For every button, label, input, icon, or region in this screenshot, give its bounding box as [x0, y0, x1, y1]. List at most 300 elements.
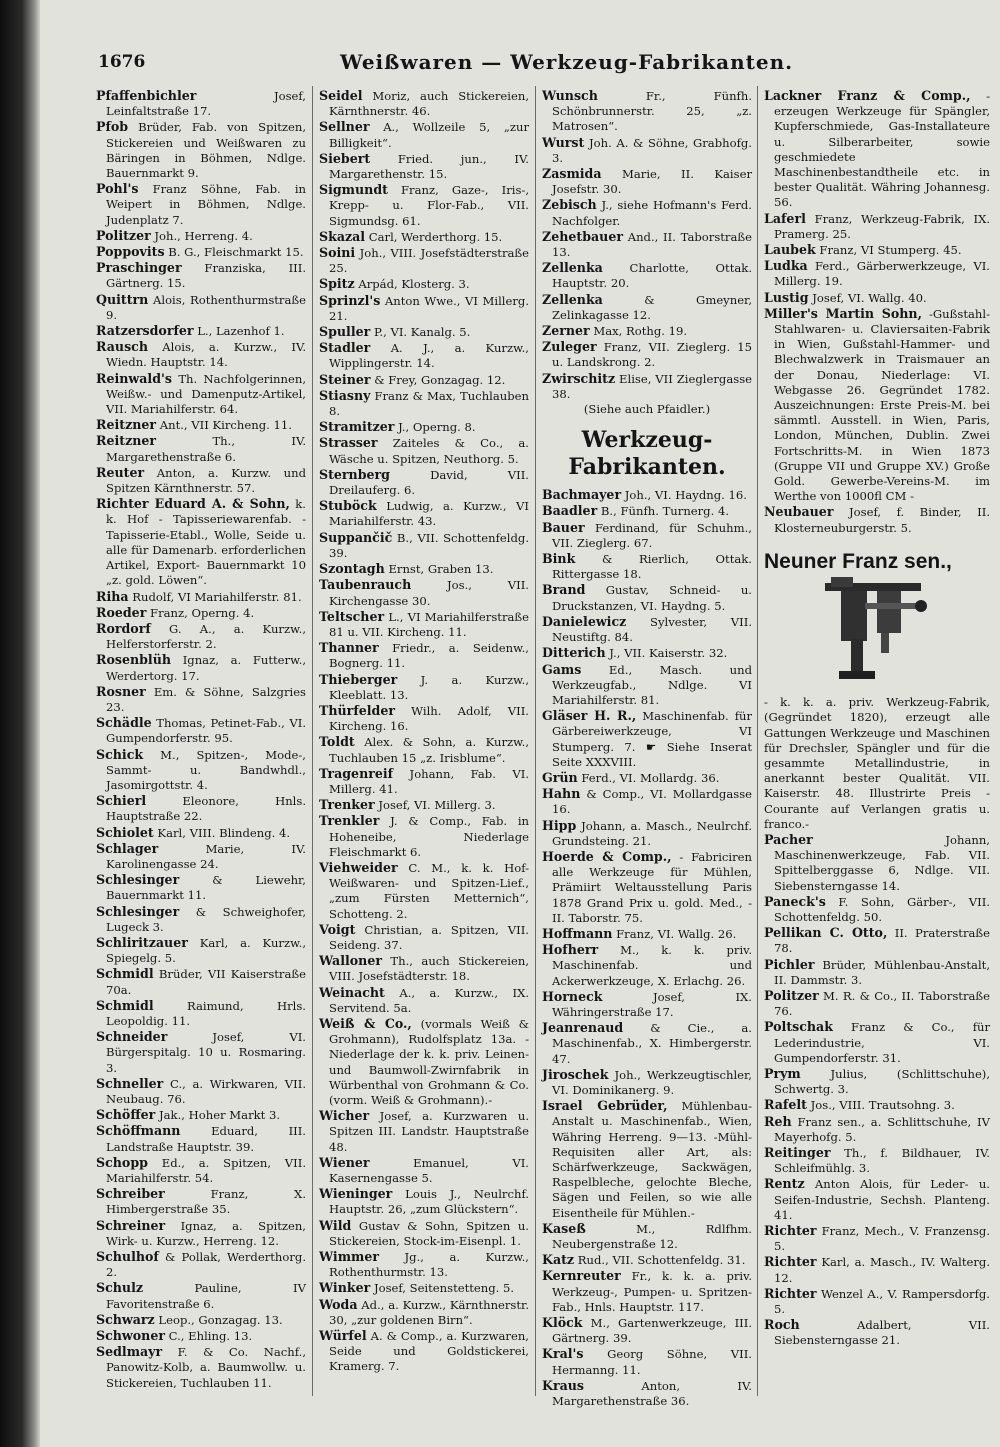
entry-details: Ad., a. Kurzw., Kärnthnerstr. 30, „zur goldenen Birn“. [329, 1297, 529, 1327]
entry-details: Julius, (Schlittschuhe), Schwertg. 3. [774, 1066, 991, 1097]
entry-name: Katz [542, 1252, 575, 1268]
entry-details: Karl, a. Masch., IV. Walterg. 12. [774, 1255, 990, 1285]
entry-details: Josef, VI. Wallg. 40. [812, 290, 927, 305]
directory-entry [542, 1268, 752, 1315]
entry-details: Alex. & Sohn, a. Kurzw., Tuchlauben 15 „z. Irisblume“. [329, 735, 530, 765]
directory-entry [542, 551, 752, 582]
directory-entry [764, 1097, 990, 1113]
directory-entry [96, 825, 306, 841]
bench-vise-icon [817, 573, 937, 689]
directory-entry [96, 1249, 306, 1280]
entry-details: J., siehe Hofmann's Ferd. Nachfolger. [552, 198, 752, 228]
entry-details: Th. Nachfolgerinnen, Weißw.- und Damenputz-Artikel, VII. Mariahilferstr. 64. [106, 371, 307, 417]
directory-entry [542, 88, 752, 135]
directory-entry [96, 88, 306, 119]
entry-name: Grün [542, 769, 578, 785]
see-also-note: (Siehe auch Pfaidler.) [583, 402, 711, 417]
directory-entry [96, 465, 306, 496]
entry-details: Ignaz, a. Spitzen, Wirk- u. Kurzw., Herreng. 12. [106, 1218, 306, 1248]
entry-name: Sellner [319, 119, 370, 135]
directory-page [40, 0, 1000, 1447]
entry-name: Walloner [319, 953, 382, 969]
entry-name: Zehetbauer [542, 228, 623, 244]
entry-name: Schädle [96, 715, 152, 731]
entry-details: And., II. Taborstraße 13. [552, 229, 752, 260]
entry-details: Zaiteles & Co., a. Wäsche u. Spitzen, Neuthorg. 5. [329, 436, 529, 466]
entry-details: & Rierlich, Ottak. Rittergasse 18. [552, 552, 752, 582]
directory-entry [764, 925, 990, 956]
entry-name: Trenkler [319, 813, 380, 829]
entry-name: Pohl's [96, 181, 139, 197]
directory-entry [319, 293, 529, 324]
entry-name: Roch [764, 1317, 800, 1333]
entry-details: Ed., a. Spitzen, VII. Mariahilferstr. 54. [106, 1155, 307, 1186]
directory-entry [96, 1107, 306, 1123]
entry-details: Ernst, Graben 13. [388, 562, 494, 577]
entry-name: Zwirschitz [542, 370, 616, 386]
entry-details: Joh., Werkzeugtischler, VI. Dominikanerg. 9. [552, 1067, 752, 1097]
entry-details: Pauline, IV Favoritenstraße 6. [106, 1281, 306, 1311]
entry-name: Zuleger [542, 339, 597, 355]
entry-details: Karl, VIII. Blindeng. 4. [157, 825, 291, 840]
entry-name: Rordorf [96, 620, 151, 636]
directory-entry [764, 290, 990, 306]
directory-entry [764, 1145, 990, 1176]
entry-name: Brand [542, 582, 586, 598]
entry-name: Jeanrenaud [542, 1020, 624, 1036]
entry-details: C., Ehling. 13. [168, 1329, 253, 1344]
entry-name: Voigt [319, 921, 356, 937]
column-3-top-entries [542, 88, 752, 402]
entry-name: Soini [319, 245, 356, 261]
entry-name: Strasser [319, 435, 378, 451]
entry-name: Schmidl [96, 966, 154, 982]
entry-details: Alois, Rothenthurmstraße 9. [106, 292, 306, 322]
directory-entry [542, 1020, 752, 1067]
entry-details: Anton Alois, für Leder- u. Seifen-Industrie, Sechsh. Planteng. 41. [774, 1177, 990, 1222]
directory-entry [319, 1016, 529, 1108]
entry-name: Schliritzauer [96, 934, 188, 950]
entry-name: Tragenreif [319, 765, 394, 781]
entry-name: Gläser H. R., [542, 708, 637, 724]
entry-name: Würfel [319, 1328, 367, 1344]
entry-name: Paneck's [764, 893, 826, 909]
column-3-bottom-entries [542, 487, 752, 1409]
directory-entry [542, 1315, 752, 1346]
directory-entry [542, 1378, 752, 1409]
entry-details: David, VII. Dreilauferg. 6. [329, 467, 529, 498]
entry-details: Gustav & Sohn, Spitzen u. Stickereien, Stock-im-Eisenpl. 1. [329, 1218, 529, 1248]
entry-details: Louis J., Neulrchf. Hauptstr. 26, „zum Glückstern“. [329, 1187, 530, 1217]
directory-entry [319, 388, 529, 419]
directory-entry [542, 1098, 752, 1221]
directory-entry [542, 786, 752, 817]
entry-name: Reitzner [96, 417, 157, 433]
directory-entry [764, 894, 990, 925]
entry-name: Riha [96, 588, 129, 604]
directory-entry [96, 371, 306, 418]
entry-name: Prym [764, 1065, 801, 1081]
directory-entry [319, 985, 529, 1016]
entry-name: Zellenka [542, 260, 603, 276]
entry-details: Charlotte, Ottak. Hauptstr. 20. [552, 261, 752, 291]
entry-details: Anton Wwe., VI Millerg. 21. [329, 293, 530, 323]
directory-entry [542, 942, 752, 989]
entry-name: Zebisch [542, 197, 597, 213]
directory-entry [319, 953, 529, 984]
entry-name: Wimmer [319, 1249, 380, 1265]
entry-details: Anton, a. Kurzw. und Spitzen Kärnthnerstr. 57. [106, 465, 306, 496]
entry-details: A. J., a. Kurzw., Wipplingerstr. 14. [329, 341, 529, 371]
entry-details: Leop., Gonzagag. 13. [158, 1312, 283, 1327]
entry-name: Schreiber [96, 1186, 165, 1202]
entry-details: Franz, Gaze-, Iris-, Krepp- u. Flor-Fab., VII. Sigmundsg. 61. [329, 183, 530, 228]
entry-name: Thieberger [319, 671, 398, 687]
entry-details: J., Operng. 8. [398, 420, 476, 435]
entry-details: L., VI Mariahilferstraße 81 u. VII. Kircheng. 11. [329, 609, 530, 639]
directory-entry [96, 747, 306, 794]
entry-details: & Cie., a. Maschinenfab., X. Himbergerstr. 47. [552, 1021, 752, 1066]
directory-entry [96, 715, 306, 746]
entry-name: Toldt [319, 734, 355, 750]
entry-name: Pacher [764, 831, 813, 847]
entry-name: Zerner [542, 323, 590, 339]
entry-details: - erzeugen Werkzeuge für Spängler, Kupferschmiede, Gas-Installateure u. Silberarbeiter, sowie geschmiedete Maschinenbestandtheile etc. in bester Qualität. Währing Johannesg. 56. [774, 89, 990, 210]
directory-entry [319, 1155, 529, 1186]
entry-name: Hahn [542, 786, 581, 802]
entry-details: B., Fünfh. Turnerg. 4. [600, 504, 730, 519]
directory-entry [319, 1108, 529, 1155]
ad-body: - k. k. a. priv. Werkzeug-Fabrik, (Gegründet 1820), erzeugt alle Gattungen Werkzeuge und Maschinen für Drechsler, Spängler und für die gesammte Metallindustrie, in anerkannt bester Qualität. VII. Kaiserstr. 48. Illustrirte Preis - Courante auf Verlangen gratis u. franco.- [764, 695, 990, 831]
entry-name: Hofherr [542, 942, 599, 958]
directory-entry [542, 503, 752, 519]
entry-name: Rosenblüh [96, 652, 172, 668]
entry-name: Pfob [96, 119, 129, 135]
entry-details: Josef, VI. Bürgerspitalg. 10 u. Rosmaring. 3. [106, 1030, 306, 1075]
entry-name: Reinwald's [96, 370, 172, 386]
entry-name: Gams [542, 661, 582, 677]
entry-details: Gustav, Schneid- u. Druckstanzen, VI. Haydng. 5. [552, 583, 752, 613]
entry-details: Ferd., Gärberwerkzeuge, VI. Millerg. 19. [774, 259, 990, 289]
directory-entry [542, 582, 752, 613]
entry-name: Zasmida [542, 166, 602, 182]
advertisement [764, 549, 990, 832]
directory-entry [96, 339, 306, 370]
entry-details: Raimund, Hrls. Leopoldig. 11. [106, 998, 306, 1028]
entry-details: Fried. jun., IV. Margarethenstr. 15. [329, 151, 529, 182]
entry-details: Franz Söhne, Fab. in Weipert in Böhmen, Ndlge. Judenplatz 7. [106, 182, 307, 227]
entry-details: Th., IV. Margarethenstraße 6. [106, 434, 306, 464]
directory-entry [319, 1218, 529, 1249]
entry-name: Steiner [319, 371, 371, 387]
entry-details: Carl, Werderthorg. 15. [368, 229, 503, 244]
entry-name: Sprinzl's [319, 292, 381, 308]
entry-name: Ludka [764, 258, 808, 274]
entry-details: Friedr., a. Seidenw., Bognerg. 11. [329, 641, 529, 671]
entry-name: Weiß & Co., [319, 1015, 412, 1031]
directory-entry [764, 306, 990, 505]
entry-details: Josef, VI. Millerg. 3. [378, 798, 496, 813]
entry-name: Schneller [96, 1075, 164, 1091]
entry-name: Rosner [96, 683, 146, 699]
entry-details: Johann, Maschinenwerkzeuge, Fab. VII. Spittelberggasse 6, Ndlge. VII. Siebensterngasse 14. [774, 832, 990, 893]
directory-entry [542, 487, 752, 503]
directory-entry [96, 244, 306, 260]
entry-name: Bachmayer [542, 487, 622, 503]
directory-entry [96, 1218, 306, 1249]
entry-name: Weinacht [319, 984, 385, 1000]
entry-details: Ferd., VI. Mollardg. 36. [581, 770, 720, 785]
entry-name: Kernreuter [542, 1268, 621, 1284]
entry-details: Joh. A. & Söhne, Grabhofg. 3. [552, 135, 752, 165]
directory-entry [764, 1254, 990, 1285]
entry-name: Miller's Martin Sohn, [764, 305, 922, 321]
directory-entry [96, 181, 306, 228]
running-title: Weißwaren — Werkzeug-Fabrikanten. [340, 50, 794, 74]
column-rule [535, 86, 536, 1396]
entry-details: C. M., k. k. Hof-Weißwaren- und Spitzen-Lief., „zum Fürsten Metternich“, Schotteng. 2. [329, 860, 530, 921]
directory-entry [96, 433, 306, 464]
entry-details: Ludwig, a. Kurzw., VI Mariahilferstr. 43. [329, 499, 530, 529]
section-title: Werkzeug-Fabrikanten. [568, 427, 726, 481]
entry-details: Rud., VII. Schottenfeldg. 31. [577, 1253, 746, 1268]
directory-entry [542, 520, 752, 551]
entry-name: Jiroschek [542, 1066, 609, 1082]
entry-name: Laferl [764, 210, 806, 226]
entry-details: Max, Rothg. 19. [593, 324, 688, 339]
entry-name: Klöck [542, 1315, 583, 1331]
entry-details: M., Gartenwerkzeuge, III. Gärtnerg. 39. [552, 1316, 753, 1346]
directory-entry [319, 734, 529, 765]
entry-name: Ratzersdorfer [96, 323, 194, 339]
directory-entry [96, 841, 306, 872]
entry-details: Emanuel, VI. Kasernengasse 5. [329, 1155, 529, 1186]
entry-name: Rafelt [764, 1097, 807, 1113]
entry-details: Joh., VI. Haydng. 16. [624, 488, 747, 503]
entry-name: Wurst [542, 134, 585, 150]
entry-name: Schlesinger [96, 903, 180, 919]
directory-entry [96, 1186, 306, 1217]
entry-details: Joh., Herreng. 4. [154, 228, 253, 243]
entry-details: Franz sen., a. Schlittschuhe, IV Mayerhofg. 5. [774, 1114, 990, 1144]
directory-entry [764, 1019, 990, 1066]
directory-entry [96, 323, 306, 339]
directory-entry [764, 957, 990, 988]
entry-name: Richter Eduard A. & Sohn, [96, 496, 290, 512]
directory-entry [542, 371, 752, 402]
entry-name: Wild [319, 1217, 352, 1233]
entry-name: Schopp [96, 1154, 148, 1170]
column-4 [764, 88, 990, 1349]
entry-name: Seidel [319, 88, 363, 103]
directory-entry [764, 832, 990, 894]
directory-entry [764, 504, 990, 535]
entry-name: Laubek [764, 242, 816, 258]
directory-entry [319, 1328, 529, 1375]
entry-details: -Gußstahl-Stahlwaren- u. Claviersaiten-Fabrik in Wien, Gußstahl-Hammer- und Blechwalzwerk in Traismauer an der Donau, Niederlage: VI. Webgasse 26. Gegründet 1782. Auszeichnungen: Erste Preis-M. bei sämmtl. Ausstell. in Wien, Paris, London, München, Dublin. Zwei Fortschritts-M. in Wien 1873 (Gruppe VII und Gruppe XV.) Große Gold. Gewerbe-Vereins-M. im Werthe von 1000fl CM - [774, 306, 991, 504]
entry-name: Woda [319, 1296, 358, 1312]
directory-entry [96, 496, 306, 588]
directory-entry [96, 793, 306, 824]
directory-entry [319, 229, 529, 245]
directory-entry [319, 467, 529, 498]
directory-entry [319, 1297, 529, 1328]
entry-name: Wicher [319, 1108, 370, 1124]
entry-name: Stiasny [319, 387, 371, 403]
directory-entry [764, 1114, 990, 1145]
directory-entry [319, 1186, 529, 1217]
entry-details: A., Wollzeile 5, „zur Billigkeit“. [329, 120, 529, 150]
entry-details: k. k. Hof - Tapisseriewarenfab. -Tapisserie-Etabl., Wolle, Seide u. alle für Damenarb. erforderlichen Artikel, Export- Bauernmarkt 10 „z. gold. Löwen“. [106, 497, 306, 588]
entry-details: Franz, VI. Wallg. 26. [616, 926, 737, 941]
directory-entry [96, 621, 306, 652]
column-4-top-entries [764, 88, 990, 536]
directory-entry [542, 229, 752, 260]
entry-details: Th., f. Bildhauer, IV. Schleifmühlg. 3. [774, 1145, 990, 1176]
entry-name: Spitz [319, 276, 355, 292]
entry-name: Kaseß [542, 1220, 586, 1236]
directory-entry [319, 245, 529, 276]
entry-details: B., VII. Schottenfeldg. 39. [329, 530, 529, 560]
entry-name: Wunsch [542, 88, 598, 103]
entry-name: Stuböck [319, 498, 377, 514]
directory-entry [542, 1252, 752, 1268]
entry-details: Sylvester, VII. Neustiftg. 84. [552, 614, 752, 645]
directory-entry [319, 609, 529, 640]
column-1 [96, 88, 306, 1391]
entry-details: Christian, a. Spitzen, VII. Seideng. 37. [329, 922, 529, 952]
entry-name: Israel Gebrüder, [542, 1098, 668, 1114]
entry-name: Bink [542, 551, 576, 567]
entry-details: J. a. Kurzw., Kleeblatt. 13. [329, 672, 530, 702]
entry-name: Rausch [96, 339, 148, 355]
entry-name: Siebert [319, 150, 371, 166]
entry-name: Schöffer [96, 1107, 156, 1123]
entry-name: Politzer [764, 987, 819, 1003]
entry-details: Brüder, Mühlenbau-Anstalt, II. Dammstr. 3. [774, 957, 990, 987]
entry-details: Jos., VIII. Trautsohng. 3. [810, 1098, 955, 1113]
entry-details: A., a. Kurzw., IX. Servitend. 5a. [329, 985, 530, 1015]
entry-name: Roeder [96, 604, 147, 620]
entry-details: A. & Comp., a. Kurzwaren, Seide und Goldstickerei, Kramerg. 7. [329, 1329, 529, 1374]
directory-entry [319, 640, 529, 671]
entry-name: Schneider [96, 1029, 168, 1045]
entry-name: Thürfelder [319, 702, 395, 718]
entry-details: Fr., Fünfh. Schönbrunnerstr. 25, „z. Matrosen“. [552, 89, 753, 134]
entry-details: & Schweighofer, Lugeck 3. [106, 904, 307, 934]
entry-name: Hoffmann [542, 925, 613, 941]
entry-name: Schierl [96, 793, 147, 809]
entry-name: Quittrn [96, 291, 149, 307]
entry-name: Baadler [542, 503, 598, 519]
directory-entry [319, 88, 529, 119]
entry-details: Moriz, auch Stickereien, Kärnthnerstr. 46. [329, 89, 530, 119]
column-2 [319, 88, 529, 1375]
directory-entry [319, 1249, 529, 1280]
entry-name: Schlesinger [96, 872, 180, 888]
directory-entry [96, 589, 306, 605]
directory-entry [96, 935, 306, 966]
directory-entry [764, 88, 990, 211]
entry-name: Winker [319, 1280, 371, 1296]
entry-name: Schiolet [96, 824, 154, 840]
entry-name: Teltscher [319, 608, 385, 624]
entry-details: Fr., k. k. a. priv. Werkzeug-, Pumpen- u. Spritzen-Fab., Hnls. Hauptstr. 117. [552, 1269, 752, 1314]
directory-entry [319, 672, 529, 703]
directory-entry [319, 766, 529, 797]
entry-name: Thanner [319, 640, 379, 656]
entry-details: J. & Comp., Fab. in Hoheneibe, Niederlage Fleischmarkt 6. [329, 814, 529, 859]
directory-entry [96, 998, 306, 1029]
entry-details: Johann, Fab. VI. Millerg. 41. [329, 766, 529, 796]
directory-entry [764, 211, 990, 242]
directory-entry [96, 292, 306, 323]
entry-name: Stramitzer [319, 419, 395, 435]
entry-details: Johann, a. Masch., Neulrchf. Grundsteing. 21. [552, 818, 752, 848]
directory-entry [96, 652, 306, 683]
entry-name: Ditterich [542, 645, 606, 661]
directory-entry [542, 323, 752, 339]
directory-entry [96, 1123, 306, 1154]
entry-name: Sedlmayr [96, 1344, 163, 1360]
entry-name: Sternberg [319, 466, 390, 482]
entry-name: Schwarz [96, 1311, 155, 1327]
entry-name: Reuter [96, 464, 145, 480]
entry-details: Jak., Hoher Markt 3. [159, 1108, 281, 1123]
directory-entry [96, 1029, 306, 1076]
entry-name: Richter [764, 1254, 817, 1270]
directory-entry [542, 818, 752, 849]
entry-name: Wieninger [319, 1186, 393, 1202]
entry-details: Franziska, III. Gärtnerg. 15. [106, 261, 307, 291]
entry-name: Horneck [542, 988, 603, 1004]
entry-details: Franz, VI Stumperg. 45. [819, 243, 962, 258]
page-number: 1676 [98, 52, 146, 72]
directory-entry [96, 1155, 306, 1186]
entry-details: Eduard, III. Landstraße Hauptstr. 39. [106, 1124, 306, 1154]
entry-details: Josef, f. Binder, II. Klosterneuburgerstr. 5. [774, 505, 991, 535]
entry-name: Schlager [96, 840, 159, 856]
directory-entry [542, 662, 752, 709]
entry-details: Ferdinand, für Schuhm., VII. Zieglerg. 67. [552, 520, 752, 550]
entry-details: Franz, Mech., V. Franzensg. 5. [774, 1224, 991, 1254]
entry-name: Danielewicz [542, 613, 627, 629]
entry-details: Franz, VII. Zieglerg. 15 u. Landskrong. 2. [552, 340, 752, 370]
directory-entry [764, 988, 990, 1019]
entry-name: Richter [764, 1223, 817, 1238]
directory-entry [96, 417, 306, 433]
entry-details: (vormals Weiß & Grohmann), Rudolfsplatz 13a. -Niederlage der k. k. priv. Leinen- und Baumwoll-Zwirnfabrik in Würbenthal von Grohmann & Co. (vorm. Weiß & Grohmann).- [329, 1016, 530, 1107]
directory-entry [319, 435, 529, 466]
entry-name: Rentz [764, 1176, 805, 1192]
directory-entry [319, 324, 529, 340]
entry-name: Reitinger [764, 1144, 831, 1160]
entry-details: Georg Söhne, VII. Hermanng. 11. [552, 1347, 752, 1377]
entry-name: Poltschak [764, 1019, 833, 1035]
entry-details: Arpád, Klosterg. 3. [358, 277, 470, 292]
entry-details: Thomas, Petinet-Fab., VI. Gumpendorferstr. 95. [106, 716, 306, 746]
directory-entry [96, 1312, 306, 1328]
directory-entry [319, 797, 529, 813]
entry-details: P., VI. Kanalg. 5. [373, 325, 471, 340]
directory-entry [96, 260, 306, 291]
entry-details: Franz & Max, Tuchlauben 8. [329, 388, 529, 419]
directory-entry [764, 242, 990, 258]
directory-entry [319, 182, 529, 229]
entry-details: Ed., Masch. und Werkzeugfab., Ndlge. VI Mariahilferstr. 81. [552, 662, 752, 707]
entry-name: Lackner Franz & Comp., [764, 88, 971, 103]
directory-entry [542, 166, 752, 197]
